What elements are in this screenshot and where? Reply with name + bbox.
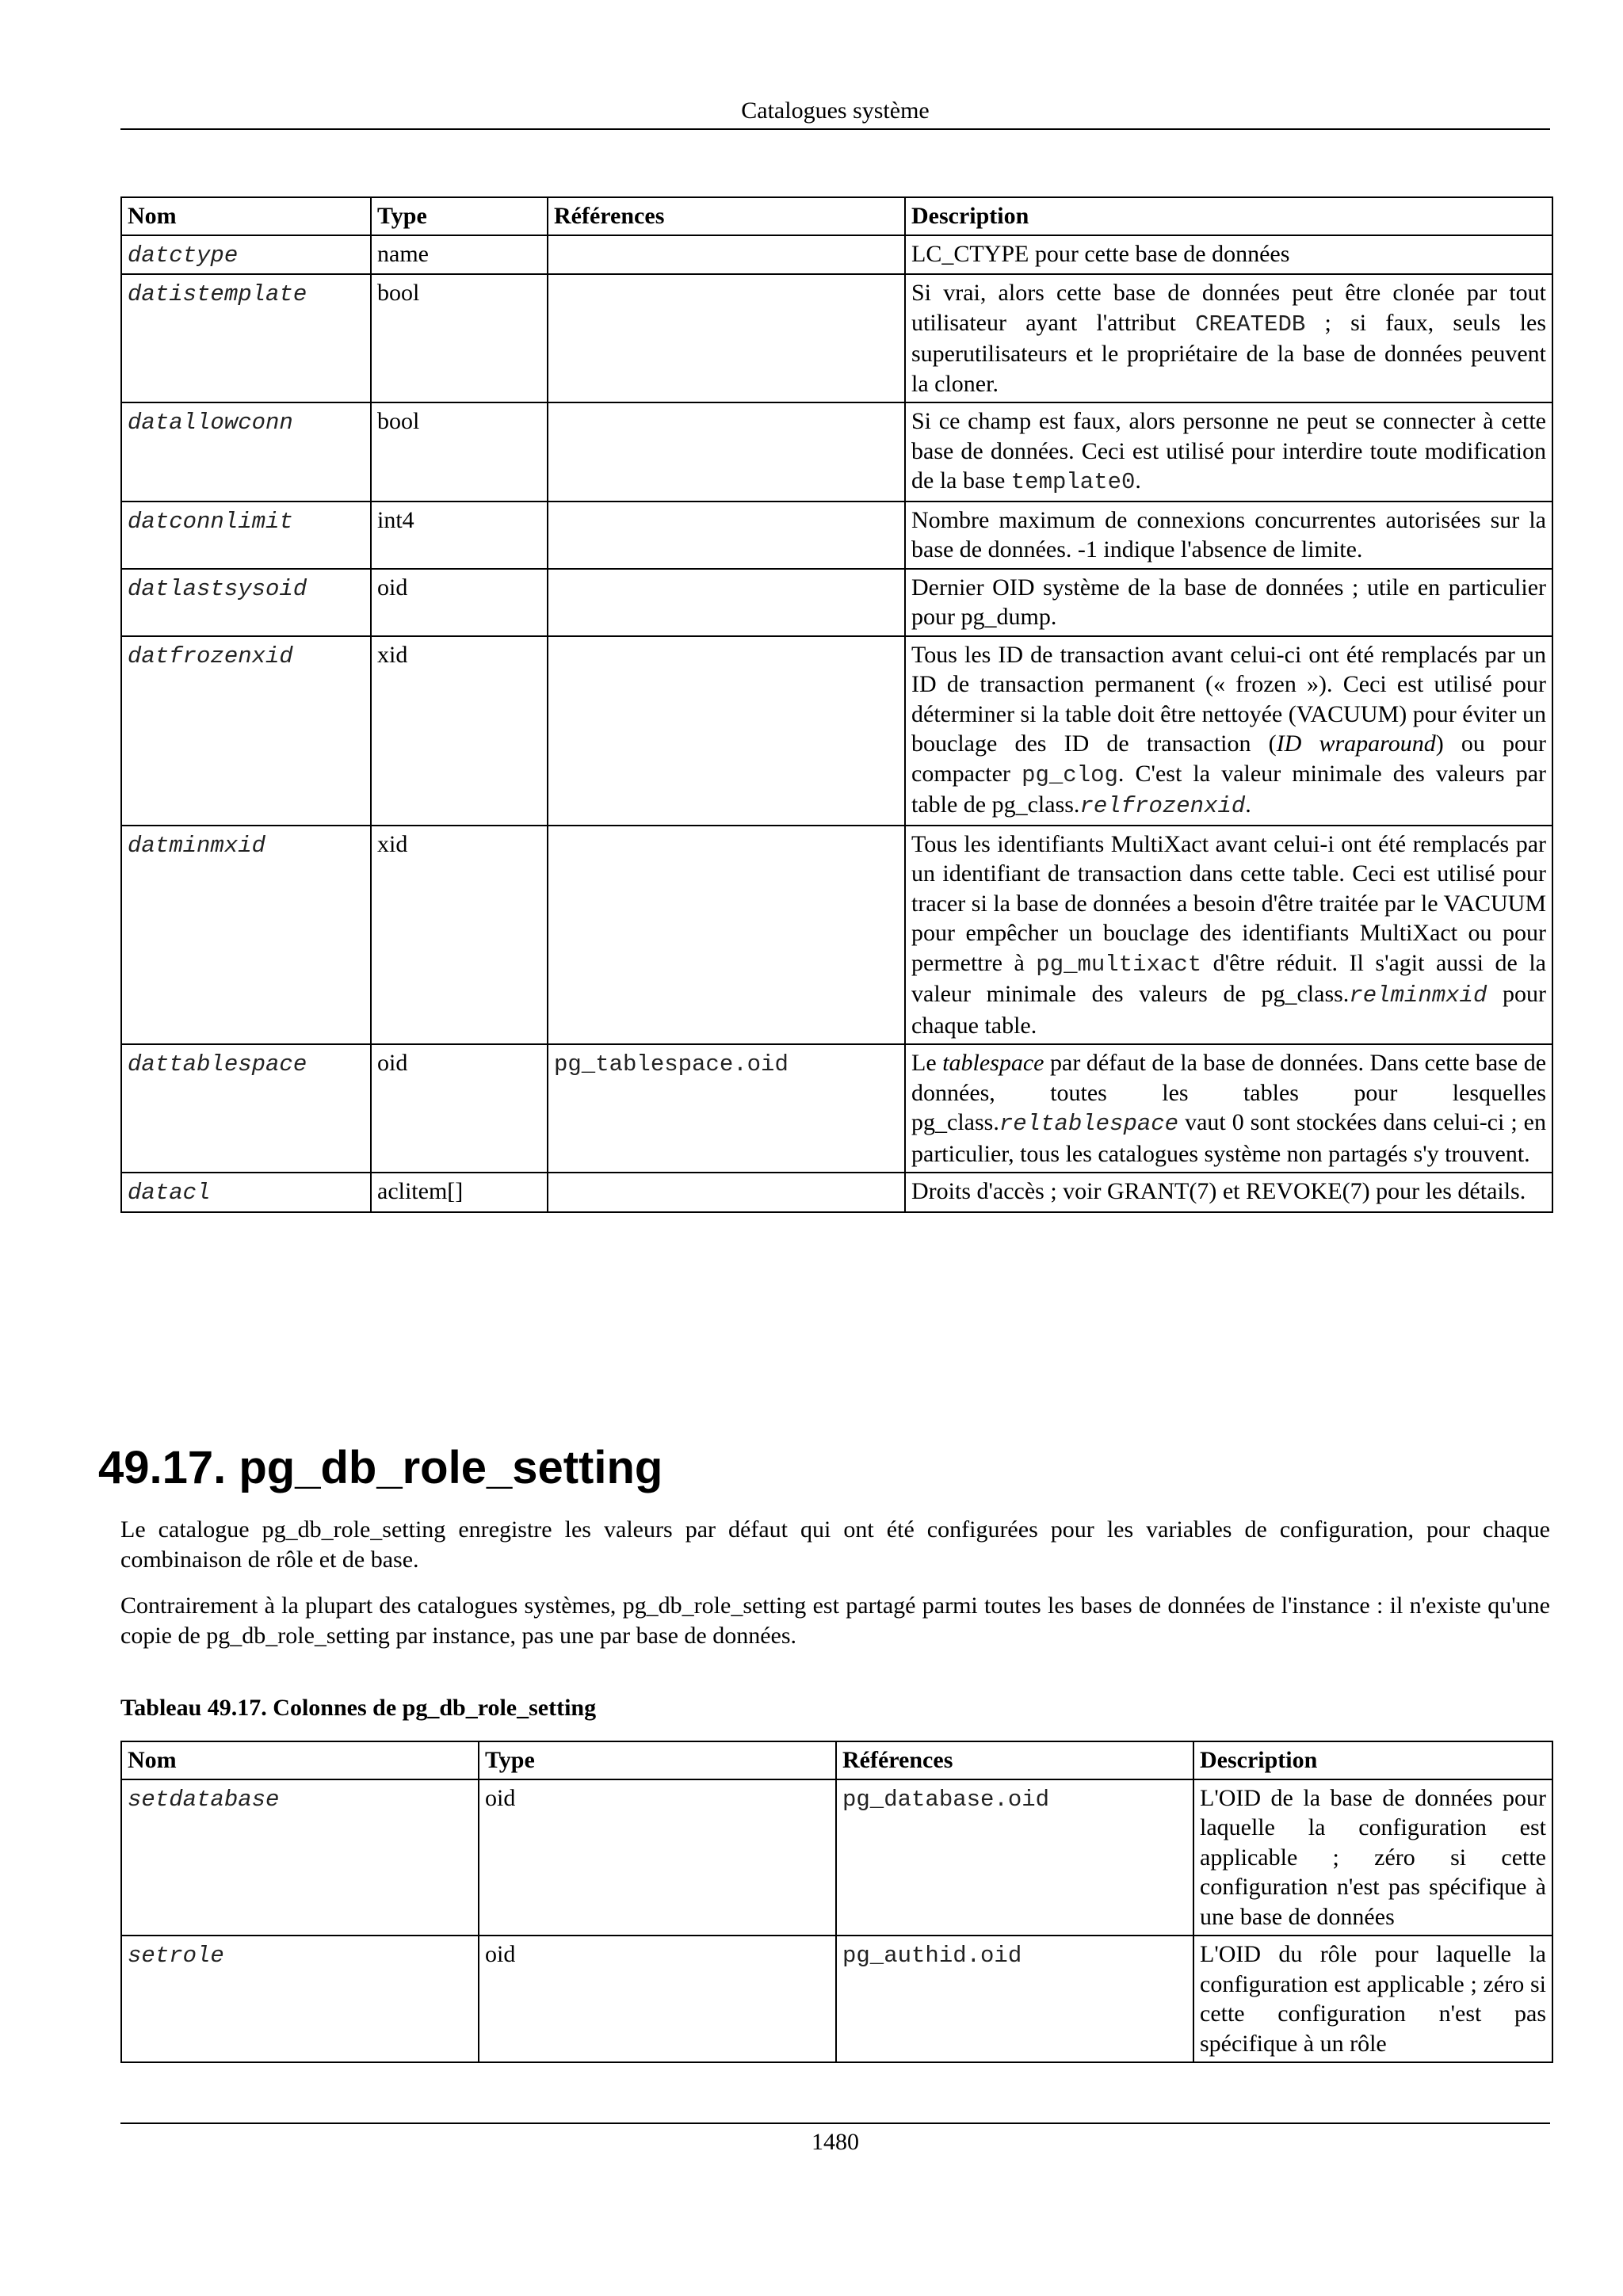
references-cell: [548, 636, 905, 826]
column-description: [1193, 1779, 1552, 1936]
column-name: dattablespace: [128, 1051, 307, 1077]
description-text: Tous les ID de transaction avant celui-ci ont été remplacés par un ID de transaction permanent (« frozen »). Ceci est utilisé pour déterminer si la table doit être nettoyée (VACUUM) pour éviter un bouclage des ID de transaction (: [911, 641, 1546, 757]
column-name-cell: [121, 569, 371, 636]
column-type: xid: [371, 826, 548, 1045]
table-row: [121, 636, 1552, 826]
column-type: xid: [371, 636, 548, 826]
column-description: [905, 569, 1552, 636]
table-caption: Tableau 49.17. Colonnes de pg_db_role_setting: [120, 1695, 597, 1721]
column-name-cell: [121, 235, 371, 275]
description-text: .: [1135, 467, 1141, 494]
table-header-row: [121, 1741, 1552, 1779]
table-row: [121, 569, 1552, 636]
table-row: [121, 826, 1552, 1045]
table-row: [121, 1779, 1552, 1936]
description-text: Si vrai, alors cette base de données peut être clonée par tout utilisateur ayant l'attribut: [911, 280, 1546, 336]
table-header-row: [121, 197, 1552, 235]
column-header-references: Références: [548, 197, 905, 235]
description-code-fragment: relfrozenxid: [1079, 793, 1246, 819]
column-name: setdatabase: [128, 1786, 280, 1813]
references-cell: [548, 1044, 905, 1173]
table-row: [121, 235, 1552, 275]
description-text: ; si faux, seuls les superutilisateurs et le propriétaire de la base de données peuvent la cloner.: [911, 309, 1546, 397]
shared-catalog-paragraph: Contrairement à la plupart des catalogues systèmes, pg_db_role_setting est partagé parmi toutes les bases de données de l'instance : il n'existe qu'une copie de pg_db_role_setting par instance, pas une par base de données.: [120, 1592, 1550, 1649]
description-text: ) ou pour compacter: [911, 730, 1546, 787]
description-code-fragment: pg_multixact: [1036, 951, 1202, 978]
column-name: datminmxid: [128, 832, 266, 859]
column-header-references: Références: [836, 1741, 1193, 1779]
description-text: .: [1245, 791, 1251, 818]
references-cell: [548, 235, 905, 275]
references-cell: [836, 1936, 1193, 2062]
column-description: [905, 1173, 1552, 1212]
description-text: Le: [911, 1050, 943, 1076]
column-name-cell: [121, 402, 371, 502]
column-description: [905, 235, 1552, 275]
column-name: datctype: [128, 242, 239, 269]
column-type: bool: [371, 274, 548, 402]
column-name: datistemplate: [128, 281, 307, 307]
column-name-cell: [121, 1779, 479, 1936]
table-row: [121, 1936, 1552, 2062]
column-description: [905, 636, 1552, 826]
section-title: 49.17. pg_db_role_setting: [98, 1442, 663, 1493]
column-description: [905, 1044, 1552, 1173]
description-code-fragment: ID wraparound: [1276, 730, 1436, 757]
column-name-cell: [121, 826, 371, 1045]
column-header-type: Type: [479, 1741, 836, 1779]
column-name-cell: [121, 274, 371, 402]
column-type: oid: [371, 569, 548, 636]
references-cell: [836, 1779, 1193, 1936]
description-text: pour chaque table.: [911, 981, 1546, 1039]
footer-rule: [120, 2122, 1550, 2124]
column-type: oid: [479, 1779, 836, 1936]
datctype-table: [120, 196, 1553, 1213]
references-cell: [548, 569, 905, 636]
column-type: aclitem[]: [371, 1173, 548, 1212]
references-cell: [548, 502, 905, 569]
column-description: [1193, 1936, 1552, 2062]
description-code-fragment: pg_clog: [1022, 761, 1118, 788]
column-description: [905, 826, 1552, 1045]
column-description: [905, 274, 1552, 402]
column-name: datfrozenxid: [128, 643, 293, 669]
column-header-nom: Nom: [121, 1741, 479, 1779]
description-text: Droits d'accès ; voir GRANT(7) et REVOKE(7) pour les détails.: [911, 1178, 1526, 1204]
column-type: name: [371, 235, 548, 275]
column-name-cell: [121, 502, 371, 569]
pg-db-role-setting-table: [120, 1741, 1553, 2063]
description-code-fragment: relminmxid: [1349, 982, 1487, 1009]
column-name-cell: [121, 1173, 371, 1212]
table-row: [121, 1173, 1552, 1212]
column-name: datallowconn: [128, 410, 293, 436]
references-cell: [548, 274, 905, 402]
column-header-type: Type: [371, 197, 548, 235]
description-text: L'OID du rôle pour laquelle la configuration est applicable ; zéro si cette configuration n'est pas spécifique à un rôle: [1200, 1941, 1546, 2057]
column-type: oid: [371, 1044, 548, 1173]
column-description: [905, 502, 1552, 569]
column-description: [905, 402, 1552, 502]
description-text: Tous les identifiants MultiXact avant celui-i ont été remplacés par un identifiant de transaction dans cette table. Ceci est utilisé pour tracer si la base de données a besoin d'être traitée par le VACUUM pour empêcher un bouclage des identifiants MultiXact ou pour permettre à: [911, 830, 1546, 976]
column-name: datconnlimit: [128, 508, 293, 535]
table-row: [121, 402, 1552, 502]
column-reference: pg_database.oid: [842, 1786, 1050, 1813]
column-name-cell: [121, 1044, 371, 1173]
column-name-cell: [121, 636, 371, 826]
description-code-fragment: template0: [1010, 469, 1136, 495]
description-text: Si ce champ est faux, alors personne ne peut se connecter à cette base de données. Ceci est utilisé pour interdire toute modification de la base: [911, 408, 1546, 494]
description-text: par défaut de la base de données. Dans cette base de données, toutes les tables pour lesquelles pg_class.: [911, 1050, 1547, 1135]
description-text: vaut 0 sont stockées dans celui-ci ; en particulier, tous les catalogues système non partagés s'y trouvent.: [911, 1109, 1546, 1167]
table-row: [121, 502, 1552, 569]
column-reference: pg_tablespace.oid: [554, 1051, 789, 1077]
description-text: d'être réduit. Il s'agit aussi de la valeur minimale des valeurs de pg_class.: [911, 949, 1546, 1007]
description-text: L'OID de la base de données pour laquelle la configuration est applicable ; zéro si cette configuration n'est pas spécifique à une base de données: [1200, 1784, 1546, 1930]
description-text: Nombre maximum de connexions concurrentes autorisées sur la base de données. -1 indique l'absence de limite.: [911, 506, 1546, 563]
column-name: setrole: [128, 1943, 224, 1969]
column-header-description: Description: [1193, 1741, 1552, 1779]
references-cell: [548, 1173, 905, 1212]
description-text: . C'est la valeur minimale des valeurs par table de pg_class.: [911, 760, 1546, 818]
description-text: Dernier OID système de la base de données ; utile en particulier pour pg_dump.: [911, 574, 1546, 630]
description-code-fragment: reltablespace: [999, 1111, 1179, 1137]
table-row: [121, 1044, 1552, 1173]
column-name: datlastsysoid: [128, 575, 307, 602]
column-header-description: Description: [905, 197, 1552, 235]
references-cell: [548, 402, 905, 502]
column-type: oid: [479, 1936, 836, 2062]
references-cell: [548, 826, 905, 1045]
column-name-cell: [121, 1936, 479, 2062]
column-type: int4: [371, 502, 548, 569]
column-header-nom: Nom: [121, 197, 371, 235]
description-code-fragment: CREATEDB: [1195, 311, 1306, 338]
column-reference: pg_authid.oid: [842, 1943, 1022, 1969]
description-code-fragment: tablespace: [942, 1050, 1044, 1076]
running-header: Catalogues système: [741, 97, 930, 124]
page-number: 1480: [812, 2129, 859, 2155]
header-rule: [120, 128, 1550, 130]
description-text: LC_CTYPE pour cette base de données: [911, 240, 1290, 267]
intro-paragraph: Le catalogue pg_db_role_setting enregistre les valeurs par défaut qui ont été configurées pour les variables de configuration, pour chaque combinaison de rôle et de base.: [120, 1516, 1550, 1573]
column-name: datacl: [128, 1180, 211, 1206]
table-row: [121, 274, 1552, 402]
column-type: bool: [371, 402, 548, 502]
